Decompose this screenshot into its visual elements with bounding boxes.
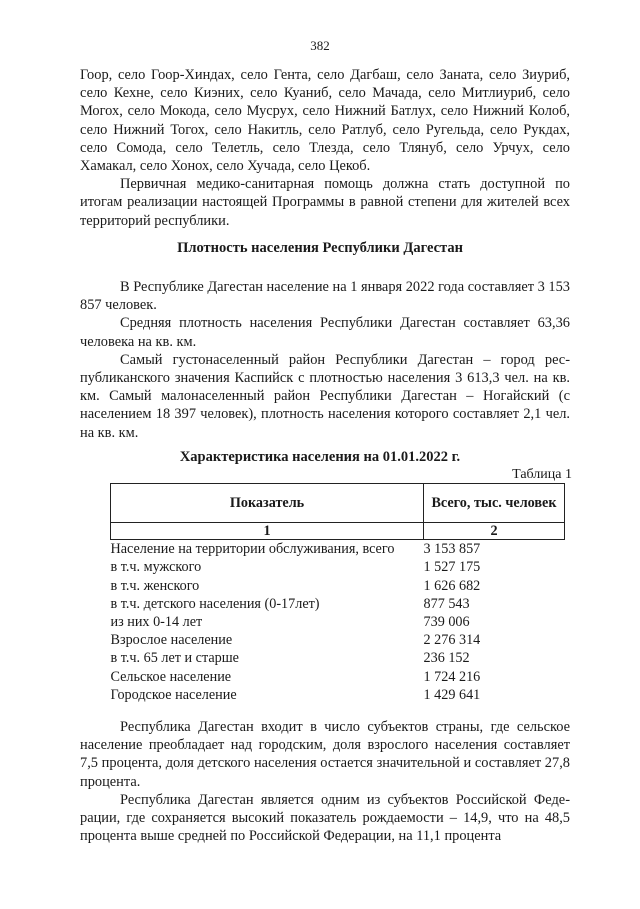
row-label: Городское население: [110, 686, 237, 703]
column-number-2: 2: [424, 523, 565, 540]
row-value: 739 006: [423, 613, 470, 630]
table-column-numbers-row: [111, 523, 565, 540]
page-number: 382: [310, 38, 330, 53]
header-indicator: Показатель: [111, 484, 424, 523]
row-value: 2 276 314: [423, 632, 481, 649]
table-row: [111, 595, 565, 613]
row-label: в т.ч. женского: [110, 577, 200, 594]
intro-paragraph: Гоор, село Гоор-Хиндах, село Гента, село Дагбаш, село Заната, село Зиуриб, село Кехне, село Киэних, село Куаниб, село Мачада, село Митлиуриб, село Могох, село Мокода, село Мусрух, село Нижний Батлух, село Нижний Колоб, село Нижний Тогох, село Накитль, село Ратлуб, село Ругельда, село Рукдах, село Сомода, село Телетль, село Тлезда, село Тлянуб, село Урчух, село Хамакал, село Хонох, село Хучада, село Цекоб.: [80, 67, 570, 175]
table-row: [111, 613, 565, 631]
density-paragraph-districts: Самый густонаселенный район Республики Дагестан – город республиканского значения Каспийск с плотностью населения 3 613,3 чел. на кв. км. Самый малонаселенный район Республики Дагестан – Ногайский (с населением 18 397 человек), плотность населения которого составляет 2,1 чел. на кв. км.: [80, 351, 570, 441]
primary-care-paragraph: Первичная медико-санитарная помощь должна стать доступной по итогам реализации настоящей Программы в равной степени для жителей всех территорий республики.: [80, 176, 570, 229]
section-heading: Плотность населения Республики Дагестан: [177, 240, 463, 256]
row-value: 1 626 682: [423, 577, 481, 594]
table-row: [111, 667, 565, 685]
row-label: в т.ч. 65 лет и старше: [110, 650, 239, 667]
row-value: 1 429 641: [423, 686, 481, 703]
density-section: [80, 278, 570, 442]
closing-section: [80, 718, 570, 845]
row-label: в т.ч. детского населения (0-17лет): [110, 595, 320, 612]
density-paragraph-average: Средняя плотность населения Республики Дагестан составляет 63,36 человека на кв. км.: [80, 315, 570, 350]
table-caption: Характеристика населения на 01.01.2022 г.: [179, 449, 461, 465]
header-total: Всего, тыс. человек: [424, 484, 565, 523]
row-label: Взрослое население: [110, 632, 233, 649]
row-label: из них 0-14 лет: [110, 613, 203, 630]
closing-paragraph-birthrate: Республика Дагестан является одним из субъектов Российской Федерации, где сохраняется высокий показатель рождаемости – 14,9, что на 48,5 процента выше средней по Российской Федерации, на 11,1 процента: [80, 791, 570, 845]
column-number-1: 1: [111, 523, 424, 540]
table-row: [111, 576, 565, 594]
table-row: [111, 631, 565, 649]
table-row: [111, 686, 565, 704]
density-paragraph-population: В Республике Дагестан население на 1 января 2022 года составляет 3 153 857 человек.: [80, 279, 570, 314]
row-value: 1 724 216: [423, 668, 481, 685]
table-row: [111, 649, 565, 667]
table-number: Таблица 1: [512, 467, 572, 482]
closing-paragraph-rural: Республика Дагестан входит в число субъектов страны, где сельское население преобладает над городским, доля взрослого населения составляет 7,5 процента, доля детского населения остается значительной и составляет 27,8 процента.: [80, 719, 570, 790]
table-header-row: [111, 484, 565, 523]
row-label: в т.ч. мужского: [110, 559, 202, 576]
population-table: [110, 483, 565, 704]
row-label: Население на территории обслуживания, всего: [110, 541, 395, 558]
intro-section: [80, 66, 570, 230]
table-row: [111, 558, 565, 576]
row-value: 1 527 175: [423, 559, 481, 576]
row-value: 3 153 857: [423, 541, 481, 558]
row-value: 236 152: [423, 650, 470, 667]
table-row: [111, 540, 565, 559]
row-value: 877 543: [423, 595, 470, 612]
row-label: Сельское население: [110, 668, 232, 685]
